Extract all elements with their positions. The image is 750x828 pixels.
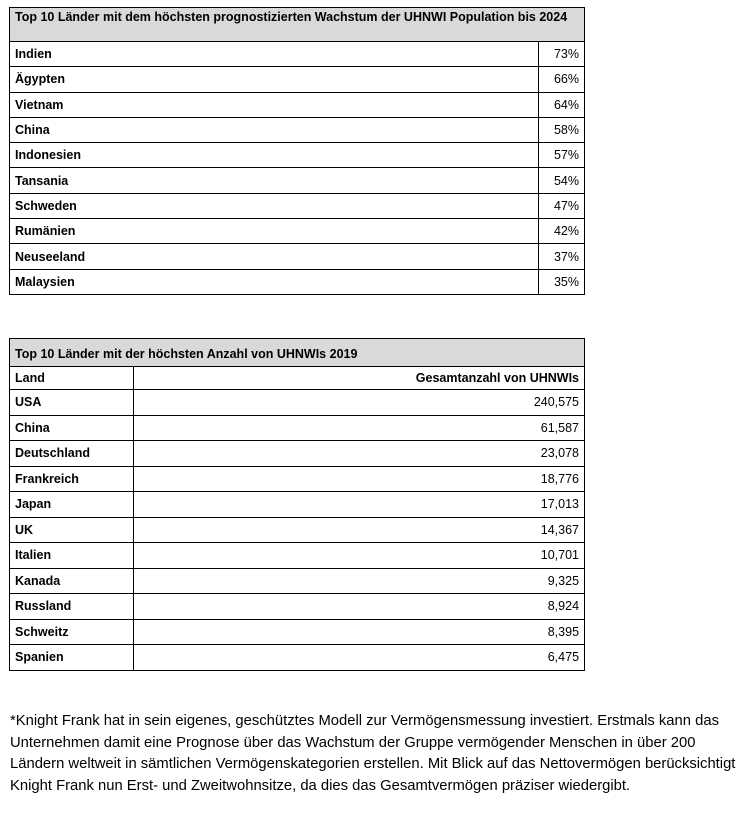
- country-cell: Kanada: [10, 568, 134, 594]
- value-cell: 42%: [539, 219, 585, 244]
- value-cell: 6,475: [134, 645, 585, 671]
- country-cell: China: [10, 415, 134, 441]
- country-cell: China: [10, 117, 539, 142]
- footnote: *Knight Frank hat in sein eigenes, geschütztes Modell zur Vermögensmessung investiert. Erstmals kann das Unternehmen damit eine Prognose über das Wachstum der Gruppe vermögender Menschen in über 200 Ländern weltweit in sämtlichen Vermögenskategorien erstellen. Mit Blick auf das Nettovermögen berücksichtigt Knight Frank nun Erst- und Zweitwohnsitze, da dies das Gesamtvermögen präziser wiedergibt.: [10, 713, 736, 794]
- table-row: [10, 645, 585, 671]
- table-row: [10, 143, 585, 168]
- growth-table: [9, 7, 585, 295]
- table-row: [10, 543, 585, 569]
- value-cell: 57%: [539, 143, 585, 168]
- table-row: [10, 92, 585, 117]
- value-cell: 10,701: [134, 543, 585, 569]
- table-row: [10, 168, 585, 193]
- country-cell: Schweden: [10, 193, 539, 218]
- value-cell: 47%: [539, 193, 585, 218]
- table-row: [10, 244, 585, 269]
- table-row: [10, 594, 585, 620]
- value-cell: 54%: [539, 168, 585, 193]
- value-cell: 14,367: [134, 517, 585, 543]
- country-cell: Indonesien: [10, 143, 539, 168]
- value-cell: 17,013: [134, 492, 585, 518]
- value-cell: 240,575: [134, 390, 585, 416]
- country-cell: Italien: [10, 543, 134, 569]
- value-cell: 66%: [539, 67, 585, 92]
- table-row: [10, 441, 585, 467]
- value-cell: 18,776: [134, 466, 585, 492]
- table-row: [10, 390, 585, 416]
- country-cell: Tansania: [10, 168, 539, 193]
- value-cell: 73%: [539, 42, 585, 67]
- table-row: [10, 517, 585, 543]
- value-cell: 35%: [539, 269, 585, 294]
- country-cell: Neuseeland: [10, 244, 539, 269]
- country-cell: Frankreich: [10, 466, 134, 492]
- table-row: [10, 415, 585, 441]
- column-header-country: Land: [10, 367, 134, 390]
- column-header-total: Gesamtanzahl von UHNWIs: [134, 367, 585, 390]
- table-row: [10, 42, 585, 67]
- value-cell: 64%: [539, 92, 585, 117]
- value-cell: 61,587: [134, 415, 585, 441]
- table-row: [10, 67, 585, 92]
- table-row: [10, 219, 585, 244]
- value-cell: 8,395: [134, 619, 585, 645]
- table-row: [10, 269, 585, 294]
- country-cell: Spanien: [10, 645, 134, 671]
- country-cell: Ägypten: [10, 67, 539, 92]
- table-row: [10, 193, 585, 218]
- country-cell: Indien: [10, 42, 539, 67]
- count-table: [9, 338, 585, 671]
- country-cell: UK: [10, 517, 134, 543]
- growth-table-title: Top 10 Länder mit dem höchsten prognostizierten Wachstum der UHNWI Population bis 2024: [10, 8, 585, 42]
- country-cell: Malaysien: [10, 269, 539, 294]
- value-cell: 23,078: [134, 441, 585, 467]
- count-table-title: Top 10 Länder mit der höchsten Anzahl von UHNWIs 2019: [10, 339, 585, 367]
- table-row: [10, 492, 585, 518]
- table-row: [10, 619, 585, 645]
- country-cell: Rumänien: [10, 219, 539, 244]
- country-cell: Schweitz: [10, 619, 134, 645]
- country-cell: USA: [10, 390, 134, 416]
- value-cell: 37%: [539, 244, 585, 269]
- country-cell: Deutschland: [10, 441, 134, 467]
- table-row: [10, 117, 585, 142]
- country-cell: Japan: [10, 492, 134, 518]
- country-cell: Vietnam: [10, 92, 539, 117]
- value-cell: 8,924: [134, 594, 585, 620]
- country-cell: Russland: [10, 594, 134, 620]
- value-cell: 58%: [539, 117, 585, 142]
- value-cell: 9,325: [134, 568, 585, 594]
- table-row: [10, 568, 585, 594]
- table-row: [10, 466, 585, 492]
